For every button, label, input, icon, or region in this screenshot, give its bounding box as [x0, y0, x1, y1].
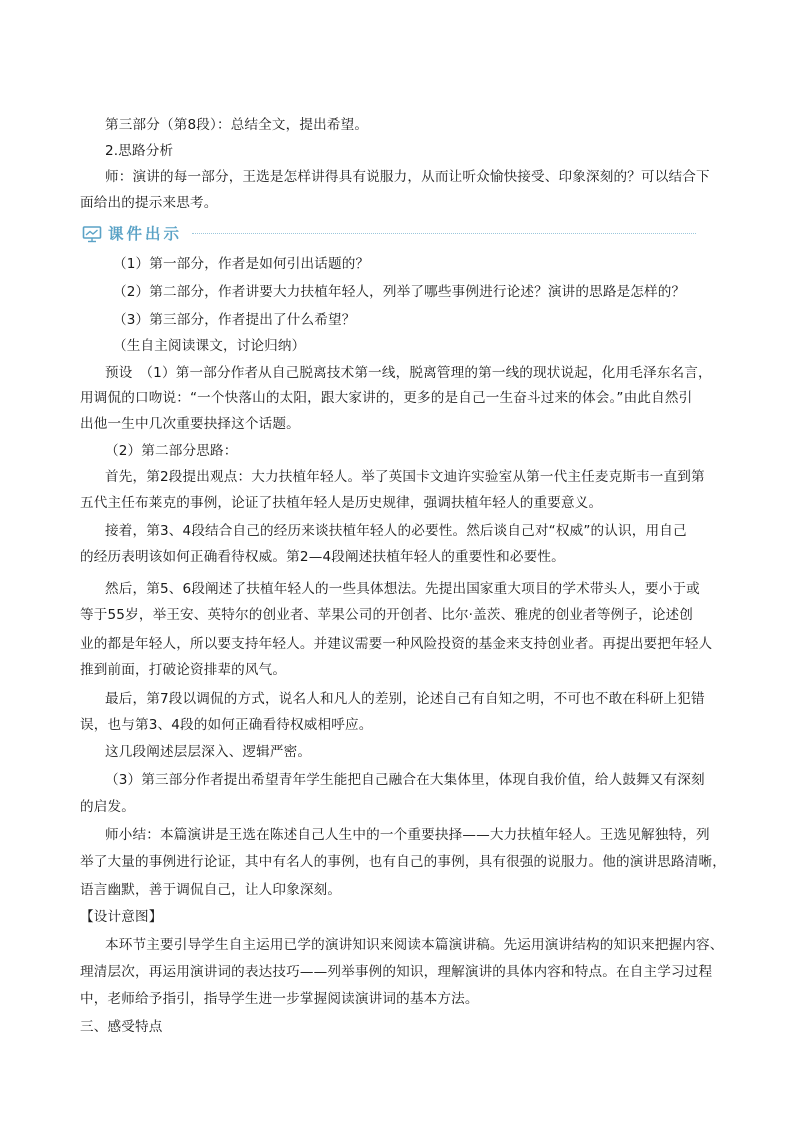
- courseware-title: 课件出示: [108, 225, 183, 243]
- body-paragraph-line: 接着，第3、4段结合自己的经历来谈扶植年轻人的必要性。然后谈自己对“权威”的认识，用自己: [105, 523, 687, 539]
- body-paragraph-line: 推到前面，打破论资排辈的风气。: [80, 662, 287, 678]
- courseware-divider: [192, 233, 696, 234]
- body-paragraph-line: 的启发。: [80, 799, 135, 815]
- body-paragraph-line: 首先，第2段提出观点：大力扶植年轻人。举了英国卡文迪许实验室从第一代主任麦克斯韦一直到第: [105, 469, 705, 485]
- body-paragraph-line: 这几段阐述层层深入、逻辑严密。: [105, 744, 312, 760]
- teacher-summary-line: 师小结：本篇演讲是王选在陈述自己人生中的一个重要抉择——大力扶植年轻人。王选见解独特，列: [105, 827, 710, 843]
- student-activity-note: （生自主阅读课文，讨论归纳）: [113, 338, 306, 354]
- design-intent-line: 本环节主要引导学生自主运用已学的演讲知识来阅读本篇演讲稿。先运用演讲结构的知识来把握内容、: [105, 937, 724, 953]
- prompt-question: （3）第三部分，作者提出了什么希望？: [113, 312, 356, 328]
- design-intent-heading: 【设计意图】: [80, 909, 163, 925]
- teacher-question-line: 面给出的提示来思考。: [80, 195, 218, 211]
- prompt-question: （2）第二部分，作者讲要大力扶植年轻人，列举了哪些事例进行论述？演讲的思路是怎样的？: [113, 284, 686, 300]
- body-paragraph-line: 最后，第7段以调侃的方式，说名人和凡人的差别，论述自己有自知之明，不可也不敢在科研上犯错: [105, 691, 705, 707]
- teacher-summary-line: 语言幽默，善于调侃自己，让人印象深刻。: [80, 882, 342, 898]
- body-paragraph-line: 误，也与第3、4段的如何正确看待权威相呼应。: [80, 717, 373, 733]
- part2-heading: （2）第二部分思路：: [105, 443, 238, 459]
- preset-answer-line: 用调侃的口吻说：“一个快落山的太阳，跟大家讲的，更多的是自己一生奋斗过来的体会。”由此自然引: [80, 390, 693, 406]
- body-paragraph-line: 五代主任布莱克的事例，论证了扶植年轻人是历史规律，强调扶植年轻人的重要意义。: [80, 495, 603, 511]
- body-paragraph-line: 业的都是年轻人，所以要支持年轻人。并建议需要一种风险投资的基金来支持创业者。再提出要把年轻人: [80, 636, 713, 652]
- design-intent-line: 中，老师给予指引，指导学生进一步掌握阅读演讲词的基本方法。: [80, 991, 479, 1007]
- section-heading-features: 三、感受特点: [80, 1019, 163, 1035]
- preset-answer-line: 预设 （1）第一部分作者从自己脱离技术第一线，脱离管理的第一线的现状说起，化用毛泽东名言，: [105, 365, 712, 381]
- prompt-question: （1）第一部分，作者是如何引出话题的？: [113, 256, 370, 272]
- preset-answer-line: 出他一生中几次重要抉择这个话题。: [80, 416, 300, 432]
- presentation-screen-icon: [82, 225, 102, 243]
- design-intent-line: 理清层次，再运用演讲词的表达技巧——列举事例的知识，理解演讲的具体内容和特点。在自主学习过程: [80, 964, 713, 980]
- subheading-thinking-analysis: 2.思路分析: [105, 143, 174, 159]
- teacher-summary-line: 举了大量的事例进行论证，其中有名人的事例，也有自己的事例，具有很强的说服力。他的演讲思路清晰，: [80, 854, 726, 870]
- body-paragraph-line: 的经历表明该如何正确看待权威。第2—4段阐述扶植年轻人的重要性和必要性。: [80, 549, 565, 565]
- body-paragraph-line: 等于55岁，举王安、英特尔的创业者、苹果公司的开创者、比尔·盖茨、雅虎的创业者等例子，论述创: [80, 607, 694, 623]
- teacher-question-line: 师：演讲的每一部分，王选是怎样讲得具有说服力，从而让听众愉快接受、印象深刻的？可以结合下: [105, 169, 710, 185]
- courseware-banner: [82, 223, 696, 245]
- body-paragraph-line: 然后，第5、6段阐述了扶植年轻人的一些具体想法。先提出国家重大项目的学术带头人，要小于或: [105, 581, 700, 597]
- body-paragraph-line: （3）第三部分作者提出希望青年学生能把自己融合在大集体里，体现自我价值，给人鼓舞又有深刻: [105, 772, 705, 788]
- section-summary-part3: 第三部分（第8段）：总结全文，提出希望。: [105, 117, 369, 133]
